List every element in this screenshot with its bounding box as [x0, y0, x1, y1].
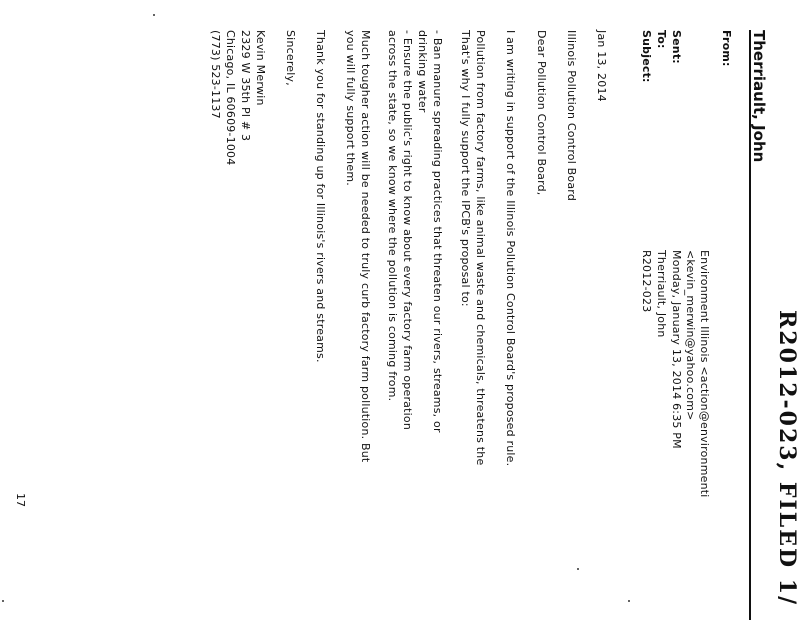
signature-line: (773) 523-1137: [209, 30, 222, 119]
signature-line: Kevin Merwin: [254, 30, 267, 106]
letter-recipient: Illinois Pollution Control Board: [565, 30, 578, 202]
header-divider: [749, 30, 751, 620]
from-value: Environment Illinois <action@environmenti: [698, 250, 711, 498]
letter-date: Jan 13, 2014: [595, 30, 608, 102]
signature-line: Chicago, IL 60609-1004: [224, 30, 237, 166]
sent-label: Sent:: [670, 30, 683, 64]
signature-line: 2329 W 35th Pl # 3: [239, 30, 252, 142]
sender-name: Therriault, John: [750, 30, 768, 163]
sent-value: Monday, January 13, 2014 6:35 PM: [670, 250, 683, 449]
page-number: 17: [14, 493, 27, 507]
subject-value: R2012-023: [640, 250, 653, 313]
to-label: To:: [655, 30, 668, 49]
letter-paragraph-line: Pollution from factory farms, like animal waste and chemicals, threatens the: [474, 30, 487, 466]
from-email: <kevin_merwin@yahoo.com>: [684, 250, 697, 421]
letter-thanks: Thank you for standing up for Illinois's rivers and streams.: [314, 30, 327, 363]
bullet-item-line: - Ban manure spreading practices that threaten our rivers, streams, or: [431, 30, 444, 433]
from-label: From:: [720, 30, 733, 67]
bullet-item-line: drinking water: [416, 30, 429, 113]
letter-paragraph-line: you will fully support them.: [344, 30, 357, 186]
letter-closing: Sincerely,: [284, 30, 297, 86]
letter-paragraph-line: Much tougher action will be needed to truly curb factory farm pollution. But: [359, 30, 372, 463]
bullet-item-line: across the state, so we know where the pollution is coming from.: [386, 30, 399, 402]
letter-intro: I am writing in support of the Illinois Pollution Control Board's proposed rule.: [504, 30, 517, 467]
subject-label: Subject:: [640, 30, 653, 83]
bullet-item-line: - Ensure the public's right to know about every factory farm operation: [401, 30, 414, 430]
to-value: Therriault, John: [655, 250, 668, 338]
letter-paragraph-line: That's why I fully support the IPCB's proposal to:: [459, 30, 472, 307]
letter-salutation: Dear Pollution Control Board,: [535, 30, 548, 196]
filing-stamp: R2012-023, FILED 1/: [774, 310, 800, 607]
